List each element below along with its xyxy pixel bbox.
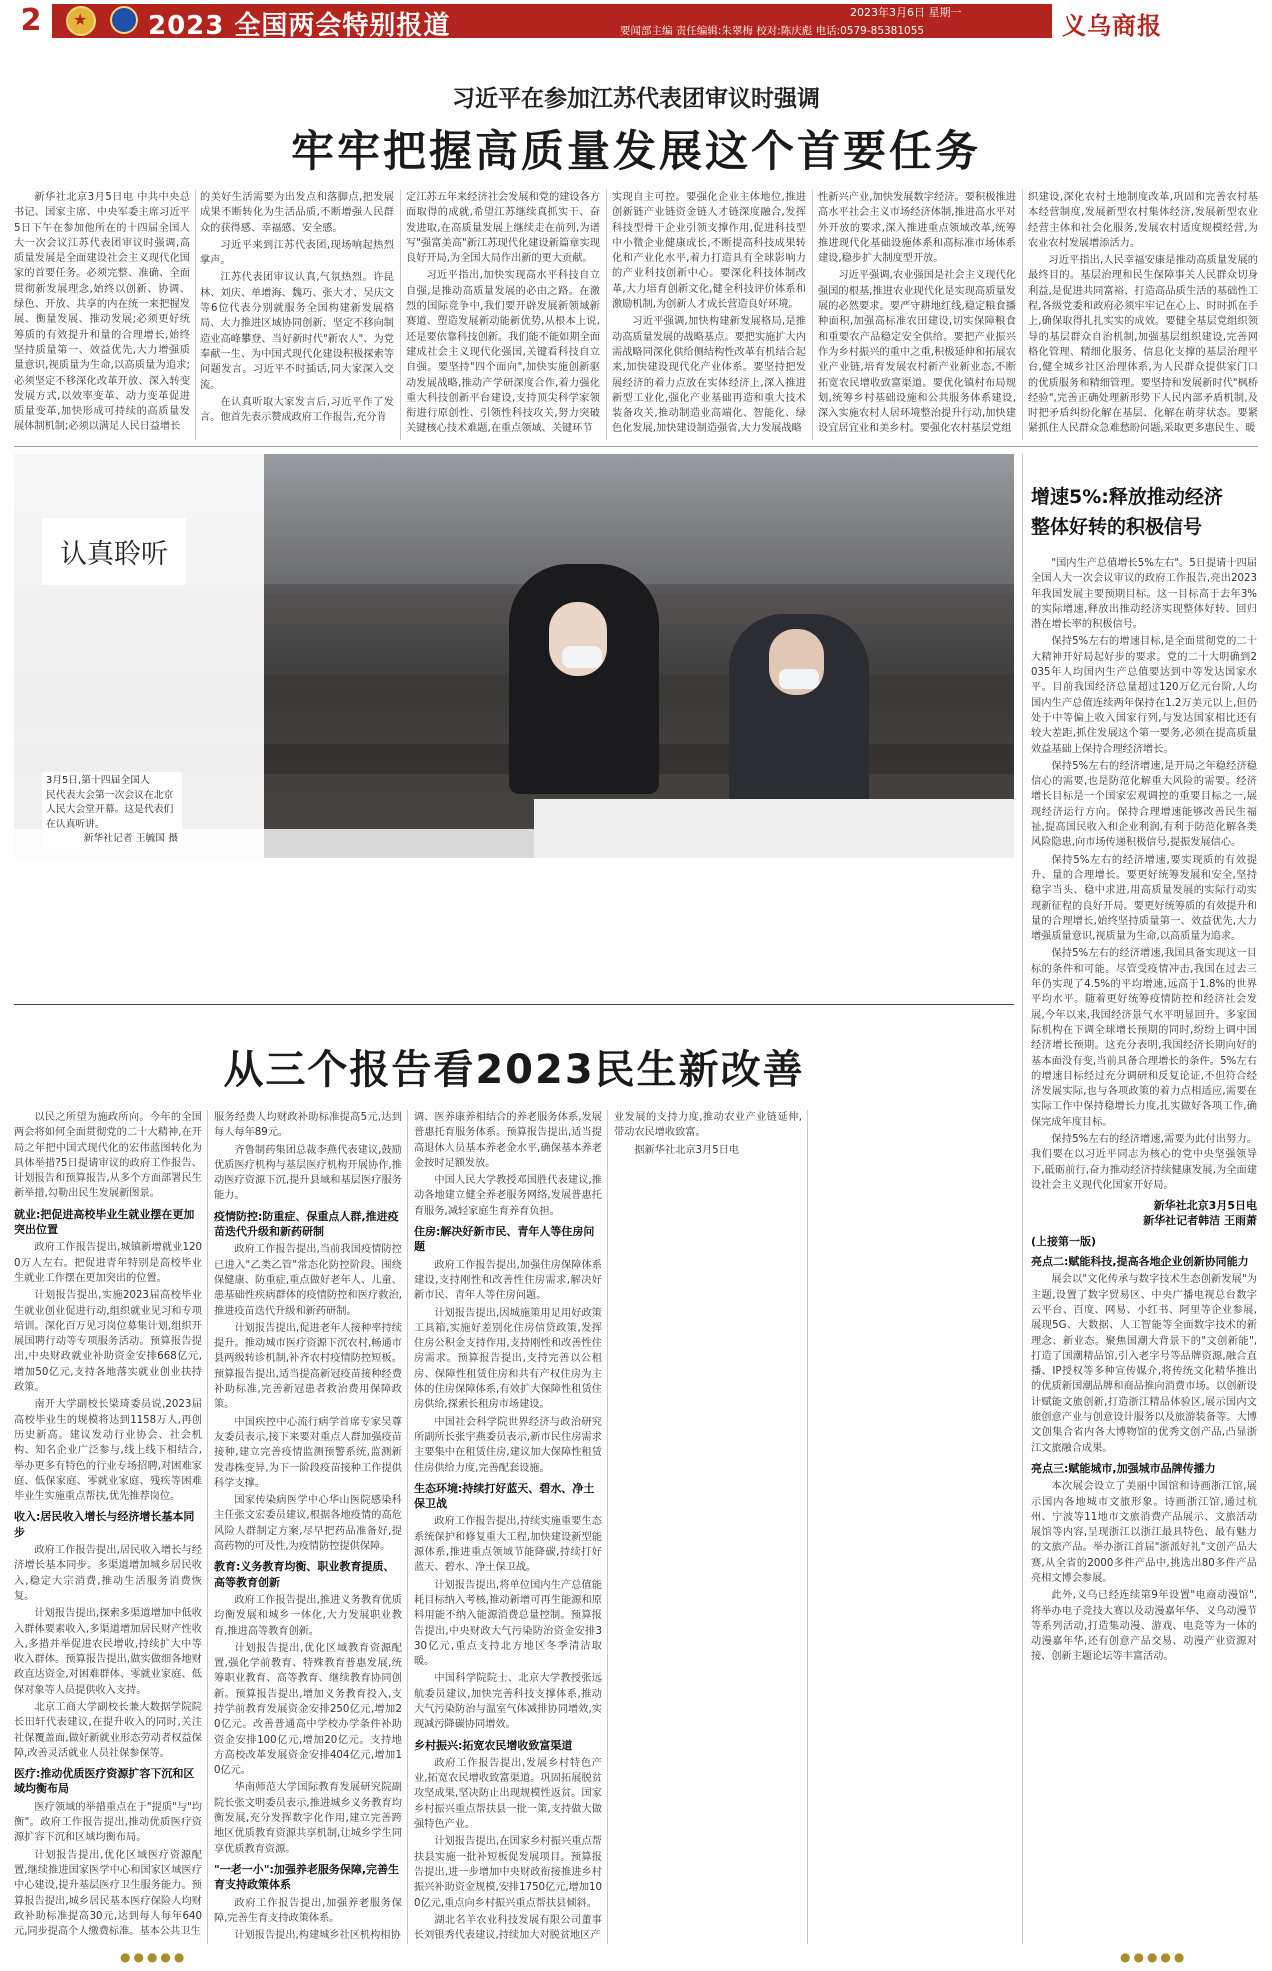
feature-paragraph: 保持5%左右的经济增速,要实现质的有效提升、量的合理增长。要更好统筹发展和安全,坚持稳字当头、稳中求进,用高质量发展的实际行动实现新征程的良好开局。要更好统筹质的有效提升和量的合理增长,始终坚持质量第一、效益优先,大力增强质量意识,视质量为生命,以高质量为追求。 <box>1031 854 1257 943</box>
column-divider <box>1022 190 1023 440</box>
column-divider <box>807 1110 808 1944</box>
column-divider <box>195 190 196 440</box>
article1-kicker: 习近平在参加江苏代表团审议时强调 <box>452 86 820 112</box>
feature-byline: 新华社北京3月5日电 新华社记者韩洁 王雨萧 <box>1143 1199 1257 1228</box>
continued-subhead: 亮点三:赋能城市,加强城市品牌传播力 <box>1031 1461 1216 1475</box>
article1-paragraph: 新华社北京3月5日电 中共中央总书记、国家主席、中央军委主席习近平5日下午在参加他所在的十四届全国人大一次会议江苏代表团审议时强调,高质量发展是全面建设社会主义现代化国家的首要任务。必须完整、准确、全面贯彻新发展理念,始终以创新、协调、绿色、开放、共享的内在统一来把握发展、衡量发展、推动发展;必须更好统筹质的有效提升和量的合理增长,始终坚持质量第一、效益优先,大力增强质量意识,视质量为生命,以高质量为追求;必须坚定不移深化改革开放、深入转变发展方式,以效率变革、动力变革促进质量变革,加快形成可持续的高质量发展体制机制;必须以满足人民日益增长 <box>14 192 190 433</box>
photo-caption <box>42 772 182 849</box>
feature-headline-line: 整体好转的积极信号 <box>1031 516 1203 538</box>
feature-headline <box>1031 482 1257 542</box>
article2-paragraph: 计划报告提出,优化区域医疗资源配置,继续推进国家医学中心和国家区域医疗中心建设,提升基层医疗卫生服务能力。预算报告提出,城乡居民基本医疗保险人均财政补助标准提高30元,达到每人每年640元,同步提高个人缴费标准。基本公共卫生 <box>14 1849 202 1938</box>
article2-paragraph: 业发展的支持力度,推动农业产业链延伸,带动农民增收致富。 <box>614 1112 802 1139</box>
article2-subhead: 就业:把促进高校毕业生就业摆在更加突出位置 <box>14 1207 195 1237</box>
article1-column <box>14 190 190 440</box>
column-divider <box>607 1110 608 1944</box>
article2-paragraph: 医疗领域的举措重点在于"提质"与"均衡"。政府工作报告提出,推动优质医疗资源扩容下沉和区域均衡布局。 <box>14 1801 202 1844</box>
section-title: 2023 全国两会特别报道 <box>148 11 451 41</box>
caption-line: 在认真听讲。 <box>46 818 105 830</box>
article2-column <box>14 1110 202 1944</box>
article1-paragraph: 的美好生活需要为出发点和落脚点,把发展成果不断转化为生活品质,不断增强人民群众的获得感、幸福感、安全感。 <box>200 192 394 234</box>
article1-column <box>612 190 806 440</box>
caption-line: 民代表大会第一次会议在北京 <box>46 789 174 801</box>
article2-paragraph: 计划报告提出,探索多渠道增加中低收入群体要素收入,多渠道增加居民财产性收入,多措并举促进农民增收,持续扩大中等收入群体。预算报告提出,做实做细各地财政直达资金,对困难群体、零就业家庭、低保对象等人员提供收入支持。 <box>14 1608 202 1696</box>
article2-column <box>414 1110 602 1944</box>
national-emblem-icon <box>66 6 96 36</box>
feature-paragraph: 保持5%左右的经济增速,我国具备实现这一目标的条件和可能。尽管受疫情冲击,我国在过去三年仍实现了4.5%的平均增速,远高于1.8%的世界平均水平。随着更好统筹疫情防控和经济社会发展,今年以来,我国经济景气水平明显回升。多家国际机构在下调全球增长预期的同时,纷纷上调中国经济增长预期。这充分表明,我国经济长期向好的基本面没有变,当前具备合理增长的条件。5%左右的增速目标经过充分调研和反复论证,不但符合经济发展实际,也与各项政策的着力点相适应,需要在实际工作中保持稳增长力度,扎实做好各项工作,确保完成年度目标。 <box>1031 948 1257 1128</box>
editor-credits: 要闻部主编 责任编辑:朱翠梅 校对:陈庆彪 电话:0579-85381055 <box>620 25 925 37</box>
caption-credit: 新华社记者 王毓国 摄 <box>83 833 178 844</box>
article2-paragraph: 计划报告提出,促进老年人接种率持续提升。推动城市医疗资源下沉农村,畅通市县两级转诊机制,补齐农村疫情防控短板。预算报告提出,适当提高新冠疫苗接种经费补助标准,完善新冠患者救治费用保障政策。 <box>214 1322 402 1411</box>
article2-paragraph: 中国社会科学院世界经济与政治研究所副所长张宇燕委员表示,新市民住房需求主要集中在租赁住房,建议加大保障性租赁住房供给力度,完善配套设施。 <box>414 1416 602 1474</box>
article1-paragraph: 在认真听取大家发言后,习近平作了发言。他首先表示赞成政府工作报告,充分肯 <box>200 396 394 424</box>
article2-paragraph: 政府工作报告提出,当前我国疫情防控已进入"乙类乙管"常态化防控阶段。围绕保健康、防重症,重点做好老年人、儿童、患基础性疾病群体的疫情防控和医疗救治,推进疫苗迭代升级和新药研制。 <box>214 1244 402 1317</box>
article2-paragraph: 据新华社北京3月5日电 <box>634 1144 740 1156</box>
article1-column <box>200 190 394 440</box>
continued-paragraph: 此外,义乌已经连续第9年设置"电商动漫馆",将举办电子竞技大赛以及动漫嘉年华、义乌动漫节等系列活动,打造集动漫、游戏、电竞等为一体的动漫嘉年华,还有创意产品交易、动漫产业资源对接、创新主题论坛等丰富活动。 <box>1031 1590 1257 1663</box>
cppcc-emblem-icon <box>110 6 138 34</box>
column-divider <box>1022 454 1023 1944</box>
article2-paragraph: 政府工作报告提出,推进义务教育优质均衡发展和城乡一体化,大力发展职业教育,推进高等教育创新。 <box>214 1594 402 1637</box>
caption-line: 3月5日,第十四届全国人 <box>46 775 150 786</box>
article2-paragraph: 计划报告提出,构建城乡社区机构相协 <box>234 1930 401 1942</box>
article1-column <box>1028 190 1258 440</box>
article2-column <box>614 1110 802 1944</box>
article2-paragraph: 国家传染病医学中心华山医院感染科主任张文宏委员建议,根据各地疫情的高危风险人群制定方案,尽早把药品准备好,提高药物的可及性,为疫情防控提供保障。 <box>214 1495 402 1553</box>
footer-decoration: ●●●●● <box>120 1950 188 1964</box>
article2-subhead: 乡村振兴:拓宽农民增收致富渠道 <box>414 1738 573 1752</box>
article1-paragraph: 习近平强调,农业强国是社会主义现代化强国的根基,推进农业现代化是实现高质量发展的必然要求。要严守耕地红线,稳定粮食播种面积,加强高标准农田建设,切实保障粮食和重要农产品稳定安全供给。要把产业振兴作为乡村振兴的重中之重,积极延伸和拓展农业产业链,培育发展农村新产业新业态,不断拓宽农民增收致富渠道。要优化镇村布局规划,统筹乡村基础设施和公共服务体系建设,深入实施农村人居环境整治提升行动,加快建设宜居宜业和美乡村。要强化农村基层党组 <box>818 270 1016 435</box>
article2-paragraph: 政府工作报告提出,加强养老服务保障,完善生育支持政策体系。 <box>214 1897 402 1924</box>
article2-headline: 从三个报告看2023民生新改善 <box>223 1047 805 1093</box>
section-divider <box>14 1004 1014 1005</box>
article2-paragraph: 湖北名羊农业科技发展有限公司董事长刘银秀代表建议,持续加大对脱贫地区产 <box>414 1914 602 1942</box>
article1-paragraph: 习近平强调,加快构建新发展格局,是推动高质量发展的战略基点。要把实施扩大内需战略同深化供给侧结构性改革有机结合起来,加快建设现代化产业体系。要坚持把发展经济的着力点放在实体经济上,深入推进新型工业化,强化产业基础再造和重大技术装备攻关,推动制造业高端化、智能化、绿色化发展,加快建设制造强省,大力发展战略 <box>612 316 806 435</box>
article2-subhead: 教育:义务教育均衡、职业教育提质、高等教育创新 <box>214 1560 395 1589</box>
article2-paragraph: 计划报告提出,优化区域教育资源配置,强化学前教育、特殊教育普惠发展,统筹职业教育、高等教育、继续教育协同创新。预算报告提出,增加义务教育投入,支持学前教育发展资金安排250亿元,增加20亿元。改善普通高中学校办学条件补助资金安排100亿元,增加20亿元。支持地方高校改革发展资金安排404亿元,增加10亿元。 <box>214 1642 402 1777</box>
article2-paragraph: 南开大学副校长梁琦委员说,2023届高校毕业生的规模将达到1158万人,再创历史新高。建议发动行业协会、社会机构、知名企业广泛参与,线上线下相结合,举办更多有特色的行业专场招聘,对困难家庭、低保家庭、零就业家庭、残疾等困难毕业生实施重点帮扶,优先推荐岗位。 <box>14 1399 202 1503</box>
article1-paragraph: 性新兴产业,加快发展数字经济。要积极推进高水平社会主义市场经济体制,推进高水平对外开放的要求,深入推进重点领域改革,统筹推进现代化基础设施体系和高标准市场体系建设,稳步扩大制度型开放。 <box>818 192 1016 265</box>
article2-paragraph: 计划报告提出,实施2023届高校毕业生就业创业促进行动,组织就业见习和专项培训。深化百万见习岗位募集计划,组织开展国聘行动等专项服务活动。预算报告提出,中央财政就业补助资金安排668亿元,增加50亿元,支持各地落实就业创业扶持政策。 <box>14 1290 202 1394</box>
article2-subhead: 生态环境:持续打好蓝天、碧水、净土保卫战 <box>414 1481 595 1511</box>
article1-paragraph: 定江苏五年来经济社会发展和党的建设各方面取得的成就,希望江苏继续真抓实干、奋发进取,在高质量发展上继续走在前列,为谱写"强富美高"新江苏现代化建设新篇章实现良好开局,为全国大局作出新的更大贡献。 <box>406 192 600 265</box>
continued-marker: (上接第一版) <box>1031 1234 1097 1248</box>
page-number: 2 <box>14 2 48 40</box>
article1-paragraph: 织建设,深化农村土地制度改革,巩固和完善农村基本经营制度,发展新型农村集体经济,发展新型农业经营主体和社会化服务,发展农村适度规模经营,为农业农村发展增添活力。 <box>1028 192 1258 249</box>
feature-paragraph: 保持5%左右的经济增速,需要为此付出努力。我们要在以习近平同志为核心的党中央坚强领导下,砥砺前行,奋力推动经济持续健康发展,为全面建设社会主义现代化国家开好局。 <box>1031 1133 1257 1191</box>
article2-paragraph: 北京工商大学副校长兼大数据学院院长田轩代表建议,在提升收入的同时,关注社保覆盖面,做好新就业形态劳动者权益保障,改善灵活就业人员社保参保等。 <box>14 1701 202 1759</box>
article1-paragraph: 习近平来到江苏代表团,现场响起热烈掌声。 <box>200 239 394 267</box>
continued-paragraph: 本次展会设立了美丽中国馆和诗画浙江馆,展示国内各地城市文旅形象。诗画浙江馆,通过杭州、宁波等11地市文旅消费产品展示、文旅活动展馆等内容,呈现浙江以浙江最具特色、最有魅力的文旅产品。举办浙江首届"浙派好礼"文创产品大赛,从全省的2000多件产品中,挑选出80多件产品亮相文博会参展。 <box>1031 1481 1257 1584</box>
column-divider <box>407 1110 408 1944</box>
article2-paragraph: 政府工作报告提出,发展乡村特色产业,拓宽农民增收致富渠道。巩固拓展脱贫攻坚成果,坚决防止出现规模性返贫。国家乡村振兴重点帮扶县一批一策,支持做大做强特色产业。 <box>414 1757 602 1831</box>
article2-paragraph: 政府工作报告提出,持续实施重要生态系统保护和修复重大工程,加快建设新型能源体系,推进重点领域节能降碳,持续打好蓝天、碧水、净土保卫战。 <box>414 1516 602 1574</box>
article1-paragraph: 实现自主可控。要强化企业主体地位,推进创新链产业链资金链人才链深度融合,发挥科技型骨干企业引领支撑作用,促进科技型中小微企业健康成长,不断提高科技成果转化和产业化水平,着力打造具有全球影响力的产业科技创新中心。要深化科技体制改革,大力培育创新文化,健全科技评价体系和激励机制,为创新人才成长营造良好环境。 <box>612 192 806 311</box>
footer-decoration: ●●●●● <box>1120 1950 1188 1964</box>
article2-paragraph: 政府工作报告提出,加强住房保障体系建设,支持刚性和改善性住房需求,解决好新市民、青年人等住房问题。 <box>414 1259 602 1302</box>
caption-line: 人民大会堂开幕。这是代表们 <box>46 804 174 815</box>
article2-column <box>214 1110 402 1944</box>
article2-paragraph: 调、医养康养相结合的养老服务体系,发展普惠托育服务体系。预算报告提出,适当提高退休人员基本养老金水平,确保基本养老金按时足额发放。 <box>414 1112 602 1169</box>
page-header <box>0 0 1272 44</box>
article2-paragraph: 计划报告提出,因城施策用足用好政策工具箱,实施好差别化住房信贷政策,发挥住房公积金支持作用,支持刚性和改善性住房需求。预算报告提出,支持完善以公租房、保障性租赁住房和共有产权住房为主体的住房保障体系,有效扩大保障性租赁住房供给,探索长租房市场建设。 <box>414 1307 602 1411</box>
section-divider <box>14 446 1258 447</box>
newspaper-masthead: 义乌商报 <box>1062 11 1162 40</box>
article2-subhead: 住房:解决好新市民、青年人等住房问题 <box>414 1225 595 1254</box>
feature-paragraph: 保持5%左右的增速目标,是全面贯彻党的二十大精神开好局起好步的要求。党的二十大明确到2035年人均国内生产总值要达到中等发达国家水平。目前我国经济总量超过120万亿元台阶,人均国内生产总值连续两年保持在1.2万美元以上,但仍处于中等偏上收入国家行列,与发达国家相比还有较大差距,抓住发展这个第一要务,必须在提高质量效益基础上保持合理经济增长。 <box>1031 636 1257 755</box>
article2-paragraph: 计划报告提出,在国家乡村振兴重点帮扶县实施一批补短板促发展项目。预算报告提出,进一步增加中央财政衔接推进乡村振兴补助资金规模,安排1750亿元,增加100亿元,重点向乡村振兴重点帮扶县倾斜。 <box>414 1836 602 1909</box>
article2-paragraph: 中国科学院院士、北京大学教授张远航委员建议,加快完善科技支撑体系,推动大气污染防治与温室气体减排协同增效,实现减污降碳协同增效。 <box>414 1673 602 1731</box>
article1-paragraph: 习近平指出,人民幸福安康是推动高质量发展的最终目的。基层治理和民生保障事关人民群众切身利益,是促进共同富裕、打造高品质生活的基础性工程,各级党委和政府必须牢牢记在心上、时时抓在手上,确保取得扎扎实实的成效。要健全基层党组织领导的基层群众自治机制,加强基层组织建设,完善网格化管理、精细化服务、信息化支撑的基层治理平台,健全城乡社区治理体系,为人民群众提供家门口的优质服务和精细管理。要坚持和发展新时代"枫桥经验",完善正确处理新形势下人民内部矛盾机制,及时把矛盾纠纷化解在基层、化解在萌芽状态。要紧紧抓住人民群众急难愁盼问题,采取更多惠民生、暖 <box>1028 255 1258 435</box>
article2-paragraph: 服务经费人均财政补助标准提高5元,达到每人每年89元。 <box>214 1112 402 1139</box>
article2-paragraph: 政府工作报告提出,城镇新增就业1200万人左右。把促进青年特别是高校毕业生就业工作摆在更加突出的位置。 <box>14 1242 202 1284</box>
column-divider <box>606 190 607 440</box>
article2-paragraph: 华南师范大学国际教育发展研究院副院长张文明委员表示,推进城乡义务教育均衡发展,充分发挥数字化作用,建立完善跨地区优质教育资源共享机制,让城乡学生同享优质教育资源。 <box>214 1782 402 1855</box>
column-divider <box>812 190 813 440</box>
feature-paragraph: 保持5%左右的经济增速,是开局之年稳经济稳信心的需要,也是防范化解重大风险的需要。经济增长目标是一个国家宏观调控的重要目标之一,展现经济运行方向。保持合理增速能够改善民生福祉,提高国民收入和企业利润,有利于防范化解各类风险隐患,向市场传递积极信号,提振发展信心。 <box>1031 760 1257 849</box>
article1-column <box>818 190 1016 440</box>
article1-column <box>406 190 600 440</box>
feature-body <box>1031 556 1257 1944</box>
article2-paragraph: 以民之所望为施政所向。今年的全国两会将如何全面贯彻党的二十大精神,在开局之年把中国式现代化的宏伟蓝图转化为具体举措?5日提请审议的政府工作报告、计划报告和预算报告,从多个方面部署民生新举措,勾勒出民生发展新图景。 <box>14 1112 202 1200</box>
feature-headline-line: 增速5%:释放推动经济 <box>1031 486 1223 508</box>
article2-subhead: 收入:居民收入增长与经济增长基本同步 <box>14 1510 195 1539</box>
article2-subhead: 疫情防控:防重症、保重点人群,推进疫苗迭代升级和新药研制 <box>214 1209 399 1239</box>
article1-paragraph: 江苏代表团审议认真,气氛热烈。许昆林、刘庆、单增海、魏巧、张大才、吴庆文等6位代表分别就服务全国构建新发展格局、大力推进区域协同创新、坚定不移向制造业高峰攀登、当好新时代"新农人"、为党奉献一生、为中国式现代化建设积极探索等问题发言。习近平不时插话,同大家深入交流。 <box>200 272 394 391</box>
article2-paragraph: 政府工作报告提出,居民收入增长与经济增长基本同步。多渠道增加城乡居民收入,稳定大宗消费,推动生活服务消费恢复。 <box>14 1545 202 1602</box>
issue-date: 2023年3月6日 星期一 <box>850 6 962 19</box>
continued-paragraph: 展会以"文化传承与数字技术生态创新发展"为主题,设置了数字贸易区、中央广播电视总台数字云平台、百度、网易、小红书、阿里等企业参展,展现5G、大数据、人工智能等全面数字技术的新理念、新业态。聚焦国潮大背景下的"文创新能",打造了国潮精品馆,引入老字号等品牌资源,融合直播、IP授权等多种宣传媒介,将传统文化精华推出的优质新国潮品牌和商品推向消费市场。以创新设计赋能文旅创新,打造浙江精品体验区,展示国内文旅创意产业与创意设计服务以及旅游装备等。大博文创集合省内各大博物馆的优秀文创产品,凸显浙江文旅融合成果。 <box>1031 1274 1257 1454</box>
article1-headline: 牢牢把握高质量发展这个首要任务 <box>291 127 981 177</box>
column-divider <box>400 190 401 440</box>
article2-paragraph: 计划报告提出,将单位国内生产总值能耗目标纳入考核,推动新增可再生能源和原料用能不纳入能源消费总量控制。预算报告提出,中央财政大气污染防治资金安排330亿元,重点支持北方地区冬季清洁取暖。 <box>414 1579 602 1668</box>
article2-paragraph: 齐鲁制药集团总裁李燕代表建议,鼓励优质医疗机构与基层医疗机构开展协作,推动医疗资源下沉,提升县域和基层医疗服务能力。 <box>214 1144 402 1202</box>
photo-label: 认真聆听 <box>42 518 186 585</box>
article2-subhead: "一老一小":加强养老服务保障,完善生育支持政策体系 <box>214 1862 400 1892</box>
article2-column <box>814 1110 1012 1944</box>
continued-subhead: 亮点二:赋能科技,提高各地企业创新协同能力 <box>1031 1255 1249 1269</box>
column-divider <box>207 1110 208 1944</box>
article2-paragraph: 中国疾控中心流行病学首席专家吴尊友委员表示,接下来要对重点人群加强疫苗接种,建立完善疫情监测预警系统,监测新发毒株变异,为下一阶段疫苗接种工作提供科学支撑。 <box>214 1416 402 1489</box>
article2-paragraph: 中国人民大学教授邓国胜代表建议,推动各地建立健全养老服务网络,发展普惠托育服务,减轻家庭生育养育负担。 <box>414 1175 602 1217</box>
article1-paragraph: 习近平指出,加快实现高水平科技自立自强,是推动高质量发展的必由之路。在激烈的国际竞争中,我们要开辟发展新领域新赛道、塑造发展新动能新优势,从根本上说,还是要依靠科技创新。我们能不能如期全面建成社会主义现代化强国,关键看科技自立自强。要坚持"四个面向",加快实施创新驱动发展战略,推动产学研深度合作,着力强化重大科技创新平台建设,支持顶尖科学家领衔进行原创性、引领性科技攻关,努力突破关键核心技术难题,在重点领域、关键环节 <box>406 270 600 435</box>
feature-paragraph: "国内生产总值增长5%左右"。5日提请十四届全国人大一次会议审议的政府工作报告,亮出2023年我国发展主要预期目标。这一目标高于去年3%的实际增速,释放出推动经济实现整体好转、回归潜在增长率的积极信号。 <box>1031 558 1257 631</box>
article2-subhead: 医疗:推动优质医疗资源扩容下沉和区域均衡布局 <box>14 1767 195 1796</box>
